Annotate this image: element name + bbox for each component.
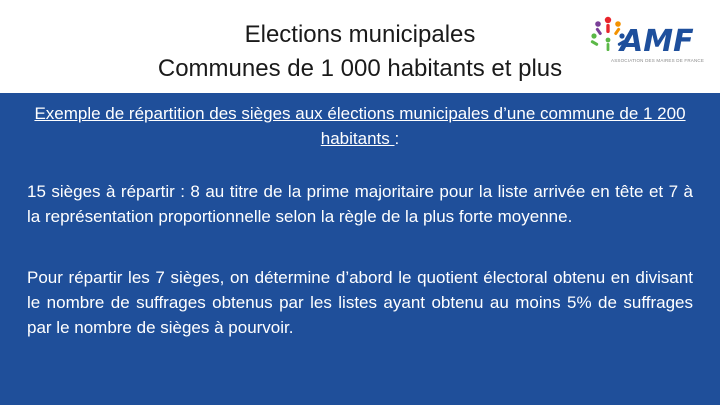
slide-title (110, 18, 610, 86)
slide-header (0, 0, 720, 93)
paragraph-seats: 15 sièges à répartir : 8 au titre de la prime majoritaire pour la liste arrivée en tête et 7 à la représentation proportionnelle selon la règle de la plus forte moyenne. (27, 182, 693, 226)
title-line-2: Communes de 1 000 habitants et plus (157, 55, 563, 82)
amf-tagline: ASSOCIATION DES MAIRES DE FRANCE (611, 58, 705, 63)
intro-colon: : (394, 129, 400, 148)
content-panel (0, 93, 720, 405)
amf-logo (590, 14, 715, 74)
title-line-1: Elections municipales (244, 21, 476, 48)
amf-wordmark: AMF (620, 24, 694, 59)
paragraph-quotient: Pour répartir les 7 sièges, on détermine d’abord le quotient électoral obtenu en divisant le nombre de suffrages obtenus par les listes ayant obtenu au moins 5% de suffrages par le nombre de sièges à pourvoir. (27, 268, 693, 337)
intro-heading (20, 101, 700, 151)
intro-underlined-text: Exemple de répartition des sièges aux élections municipales d’une commune de 1 200 habitants (34, 104, 686, 148)
